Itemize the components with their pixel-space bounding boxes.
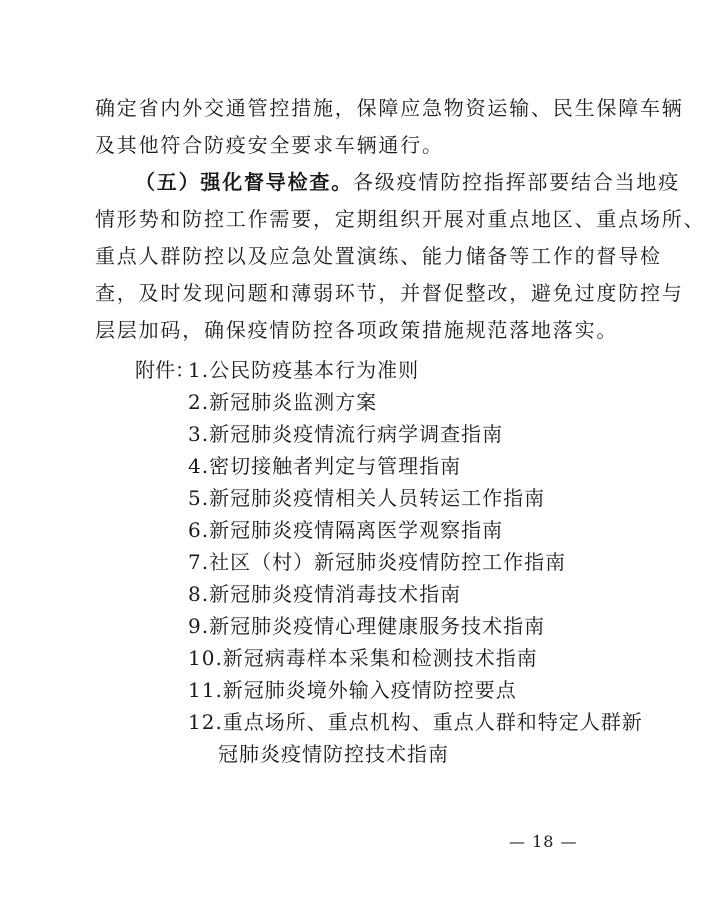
attachment-item: 7.社区（村）新冠肺炎疫情防控工作指南	[188, 550, 567, 574]
paragraph-line: 重点人群防控以及应急处置演练、能力储备等工作的督导检	[95, 244, 662, 268]
paragraph-line: 确定省内外交通管控措施，保障应急物资运输、民生保障车辆	[95, 96, 684, 120]
attachment-item: 9.新冠肺炎疫情心理健康服务技术指南	[188, 614, 546, 638]
attachment-item: 4.密切接触者判定与管理指南	[188, 454, 462, 478]
attachment-item: 1.公民防疫基本行为准则	[188, 358, 420, 382]
attachment-item: 2.新冠肺炎监测方案	[188, 390, 378, 414]
attachment-item: 10.新冠病毒样本采集和检测技术指南	[188, 646, 538, 670]
paragraph-line	[135, 168, 680, 196]
section-heading: （五）强化督导检查。	[135, 170, 353, 194]
attachment-item: 3.新冠肺炎疫情流行病学调查指南	[188, 422, 504, 446]
attachment-item: 11.新冠肺炎境外输入疫情防控要点	[188, 678, 517, 702]
paragraph-line: 层层加码，确保疫情防控各项政策措施规范落地落实。	[95, 318, 619, 342]
paragraph-line: 情形势和防控工作需要，定期组织开展对重点地区、重点场所、	[95, 207, 705, 231]
paragraph-text: 各级疫情防控指挥部要结合当地疫	[353, 170, 680, 194]
attachment-item: 5.新冠肺炎疫情相关人员转运工作指南	[188, 486, 546, 510]
paragraph-line: 查，及时发现问题和薄弱环节，并督促整改，避免过度防控与	[95, 281, 684, 305]
attachment-item: 12.重点场所、重点机构、重点人群和特定人群新	[188, 710, 643, 734]
paragraph-line: 及其他符合防疫安全要求车辆通行。	[95, 133, 444, 157]
attachment-item: 8.新冠肺炎疫情消毒技术指南	[188, 582, 462, 606]
attachments-label: 附件：	[135, 358, 195, 382]
attachment-item-continuation: 冠肺炎疫情防控技术指南	[218, 742, 449, 766]
page-number: — 18 —	[509, 832, 578, 851]
attachment-item: 6.新冠肺炎疫情隔离医学观察指南	[188, 518, 504, 542]
